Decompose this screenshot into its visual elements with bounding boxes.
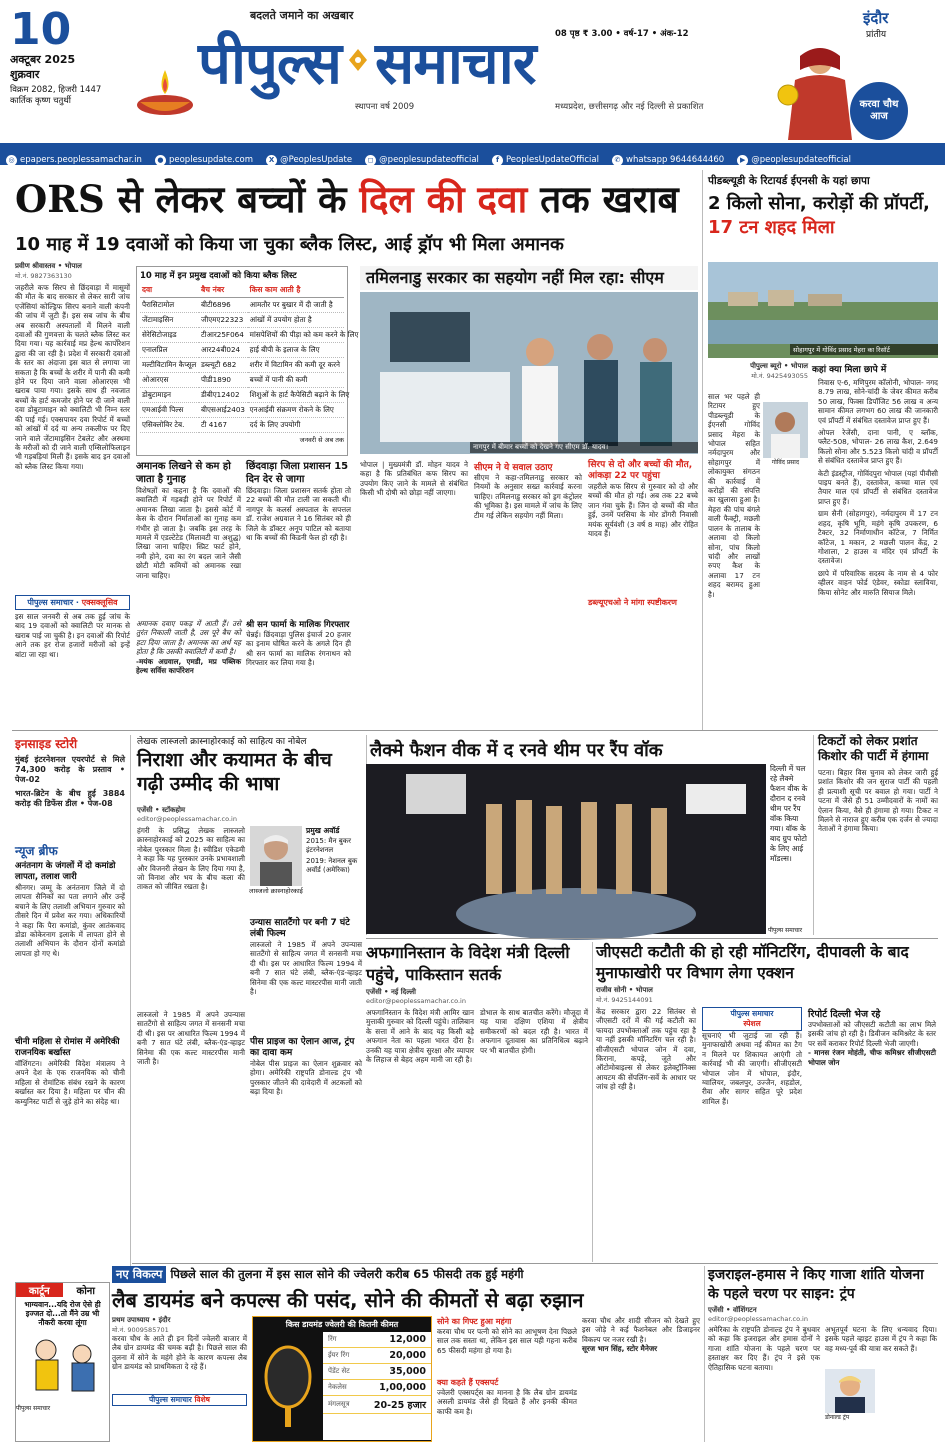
raid-list: कहां क्या मिला छापे में निवास ए-6, मणिपुरम कॉलोनी, भोपाल- नगद 8.79 लाख, सोने-चांदी के जेवर कीमत करीब 50 लाख, फिक्स डिपॉजिट 56 लाख व अन्य सामान कीमत लगभग 60 लाख की जानकारी एवं प्रॉपर्टी में संबंधित दस्तावेज प्राप्त हुए हैं। ओपल रेजेंसी, दाना पानी, ए ब्लॉक, फ्लैट-508, भोपाल- 26 लाख कैश, 2.649 किलो सोना और 5.523 किलो चांदी व प्रॉपर्टी से संबंधित दस्तावेज प्राप्त हुए हैं। केटी इंडस्ट्रीज, गोविंदपुरा भोपाल (यहां पीवीसी पाइप बनते हैं), दस्तावेज, कच्चा माल एवं तैयार माल एवं प्रॉपर्टी से संबंधित दस्तावेज प्राप्त हुए हैं। ग्राम सैनी (सोहागपुर), नर्मदापुरम में 17 टन शहद, कृषि भूमि, महंगे कृषि उपकरण, 6 टैक्टर, 32 निर्माणाधीन कॉटेज, 7 निर्मित कॉटेज, 1 मकान, 2 मछली पालन केंद्र, 2 गोशाला, 2 हाउस व मंदिर एवं प्रॉपर्टी के दस्तावेज। छापे में परिवारिक सदस्य के नाम से 4 फोर व्हीलर वाहन फोर्ड एंडेवर, स्कोडा स्लाविया, किया सोनेट और मारुति सियाज मिले।: [812, 365, 938, 597]
gst-story: जीएसटी कटौती की हो रही मॉनिटरिंग, दीपावली के बाद मुनाफाखोरी पर विभाग लेगा एक्शन राजीव सोनी • भोपाल मो.नं. 9425144091 केंद्र सरकार द्वारा 22 सितंबर से जीएसटी दरों में की गई कटौती का फायदा उपभोक्ताओं तक पहुंच रहा है या नहीं इसकी मॉनिटरिंग चल रही है। सीजीएसटी भोपाल जोन में दवा, किराना, कपड़े, जूते और ऑटोमोबाइल्स से लेकर इलेक्ट्रॉनिक्स आयटम की सेंपलिंग-सर्वे के आधार पर जांच हो रही है। पीपुल्स समाचार स्पेशल सूचनाएं भी जुटाई जा रही हैं। मुनाफाखोरी अथवा नई कीमत का टैग न मिलने पर शिकायत आएंगी तो कार्रवाई भी की जाएगी। सीजीएसटी भोपाल जोन में भोपाल, इंदौर, ग्वालियर, जबलपुर, उज्जैन, शहडोल, रीवा और सागर सहित पूरे प्रदेश शामिल हैं। रिपोर्ट दिल्ली भेज रहे उपभोक्ताओं को जीएसटी कटौती का लाभ मिले इसकी जांच हो रही है। डिवीजन कमिश्नरेट के स्तर पर सर्वे कराकर रिपोर्ट दिल्ली भेजी जाएगी। - मानस रंजन मोहंती, चीफ कमिश्नर सीजीएसटी भोपाल जोन: [596, 943, 936, 1106]
lead-column-1: [15, 262, 130, 722]
col2-quote: अमानक दवाए पकड़ में आती हैं। उसे तुरंत निकाली जाती है, उस पूरे बैच को हटा दिया जाता है। अमानक का अर्थ यह होता है कि उसकी क्वालिटी में कमी है।: [136, 619, 241, 657]
price-row: ईयर रिंग 20,000: [323, 1348, 431, 1364]
issue-no: अंक-12: [660, 29, 689, 39]
social-item[interactable]: ● peoplesupdate.com: [155, 155, 253, 166]
lead-column-3: छिंदवाड़ा जिला प्रशासन 15 दिन देर से जागा छिंदवाड़ा। जिला प्रशासन सतर्क होता तो 22 बच्चों की मौत टाली जा सकती थी। नागपुर के कलर्स अस्पताल के सपत्तल डॉ. राजेश अग्रवाल ने 16 सितंबर को ही जिले के डॉक्टर अनूप पाटिल को बताया था कि बच्चों की किडनी फेल हो रही है। श्री सन फार्मा के मालिक गिरफ्तार चेन्नई। छिंदवाड़ा पुलिस इंचार्ज 20 हजार का इनाम घोषित करने के अगले दिन ही श्री सन फार्मा का मालिक रंगनाथन को गिरफ्तार कर लिया गया है।: [246, 461, 351, 668]
mirror-illustration: [253, 1332, 323, 1440]
inside-story: इनसाइड स्टोरी मुंबई इंटरनेशनल एयरपोर्ट से मिले 74,300 करोड़ के प्रस्ताव • पेज-02 भारत-ब्रिटेन के बीच हुई 3884 करोड़ की डिफेंस डील • पेज-08: [15, 737, 125, 808]
year: वर्ष-17: [623, 29, 649, 39]
lead-column-4: भोपाल | मुख्यमंत्री डॉ. मोहन यादव ने कहा है कि प्रतिबंधित कफ सिरप का उपयोग किए जाने के मामले से संबंधित किसी भी दोषी को छोड़ा नहीं जाएगा।: [360, 460, 468, 498]
list-item: छापे में परिवारिक सदस्य के नाम से 4 फोर व्हीलर वाहन फोर्ड एंडेवर, स्कोडा स्लाविया, किया सोनेट और मारुति सियाज मिले।: [818, 568, 938, 597]
news-brief: न्यूज ब्रीफ अनंतनाग के जंगलों में दो कमांडो लापता, तलाश जारी श्रीनगर। जम्मू के अनंतनाग जिले में दो लापता सैनिकों का पता लगाने और उन्हें बचाने के लिए तलाशी अभियान गुरुवार को तीसरे दिन में प्रवेश कर गया। अधिकारियों ने कहा कि पैरा कमांडो, कुंवर आतंकवाद डोडा कोकेरनाग इलाके में लापता होने से तलाशी अभियान के दौरान दोनों कमांडो लापता हो गए थे। चीनी महिला से रोमांस में अमेरिकी राजनयिक बर्खास्त वॉशिंगटन। अमेरिकी विदेश मंत्रालय ने अपने देश के एक राजनयिक को चीनी महिला से रोमांटिक संबंध रखने के कारण बर्खास्त कर दिया है। महिला पर चीन की कम्युनिस्ट पार्टी से जुड़े होने का संदेह था।: [15, 844, 125, 1106]
list-item: ग्राम सैनी (सोहागपुर), नर्मदापुरम में 17 टन शहद, कृषि भूमि, महंगे कृषि उपकरण, 6 टैक्टर, 32 निर्माणाधीन कॉटेज, 7 निर्मित कॉटेज, 1 मकान, 2 मछली पालन केंद्र, 2 गोशाला, 2 हाउस व मंदिर एवं प्रॉपर्टी के दस्तावेज।: [818, 509, 938, 566]
karwa-chauth-badge: करवा चौथ आज: [850, 82, 908, 140]
mehra-portrait: [763, 402, 808, 458]
resort-caption: सोहागपुर में गोविंद प्रसाद मेहरा का रिसॉर्ट: [790, 344, 938, 355]
table-row: मल्टीविटामिन कैप्सूल डब्ल्यूटी 682 शरीर में विटामिन की कमी दूर करने: [140, 358, 344, 373]
facebook-icon: f: [492, 155, 503, 166]
x-icon: X: [266, 155, 277, 166]
published-from: मध्यप्रदेश, छत्तीसगढ़ और नई दिल्ली से प्रकाशित: [555, 102, 704, 112]
founded: स्थापना वर्ष 2009: [355, 102, 415, 112]
nobel-body: हंगरी के प्रसिद्ध लेखक लास्जलो क्रास्नाहोरकाई को 2025 का साहित्य का नोबेल पुरस्कार मिला है। स्वीडिश एकेडमी ने कहा कि यह पुरस्कार उनके प्रभावशाली और विजनरी लेखन के लिए दिया गया है, जो विनाश और भय के बीच कला की ताकत को जीवित रखता है।: [137, 826, 245, 892]
exclusive-badge: पीपुल्स समाचार · एक्सक्लूसिव: [15, 595, 130, 610]
lead-body-2: इस साल जनवरी से अब तक हुई जांच के बाद 19 दवाओं को क्वालिटी पर मानक से खराब पाई जा चुकी है। इन दवाओं की रिपोर्ट आने तक हर रोज हजारों मरीजों को इन्हें बांटा जा रहा था।: [15, 612, 130, 659]
lead-byline: प्रवीण श्रीवास्तव • भोपाल: [15, 262, 82, 270]
col3-head: छिंदवाड़ा जिला प्रशासन 15 दिन देर से जागा: [246, 461, 349, 485]
bihar-story: टिकटों को लेकर प्रशांत किशोर की पार्टी में हंगामा पटना। बिहार विस चुनाव को लेकर जारी हुई प्रशांत किशोर की जन सुराज पार्टी की पहली ही प्रत्याशी सूची पर बवाल हो गया। पार्टी ने पटना में जैसे ही 51 उम्मीदवारों के नामों का ऐलान किया, वैसे ही हंगामा हो गया। टिकट न मिलने से नाराज हुए करीब एक दर्जन से ज्यादा नेताओं ने हंगामा किया।: [818, 734, 938, 834]
lead-body: जहरीले कफ सिरप से छिंदवाड़ा में मासूमों की मौत के बाद सरकार से लेकर सारी जांच एजेंसियां कोल्ड्रिफ सिरप बनाने वाली कंपनी की जांच में जुटी हैं। इस सब जांच के बीच अब सरकारी अस्पतालों में मिलने वाली दवाओं की गुणवत्ता के चलते ब्लैक लिस्ट कर दिया गया। यह कार्रवाई मप्र हेल्थ कार्पोरेशन द्वारा की जा रही है। प्रदेश में सरकारी दवाओं के स्तर का अंदाजा इस बात से लगाया जा सकता है कि बच्चों के शरीर में पानी की कमी होने पर दिया जाने वाला ओआरएस भी खराब पाया गया। इसके साथ ही नवजात बच्चों के हार्ट कमजोर होने पर दी जाने वाली दवा डोबुटामाइन को क्वालिटी भी निम्न स्तर की पाई गई। एक्सपायर दवा रिपोर्ट में बच्चों को आंखों में दर्द या अन्य तकलीफ पर दिए जाने वाले जेंटामाइसिन टेबलेट और अस्थमा के मरीजों को दी जाने वाली एम्सिलोफिलाइन भी गड़बड़ियां मिली हैं। इसके बाद इन दवाओं को ब्लैक लिस्ट किया गया।: [15, 283, 130, 471]
laszlo-portrait: [250, 826, 302, 886]
price-row: रिंग 12,000: [323, 1332, 431, 1348]
web-icon: ●: [155, 155, 166, 166]
tithi: कार्तिक कृष्ण चतुर्थी: [10, 96, 71, 106]
newspaper-title: [198, 22, 568, 98]
cm-photo-caption: नागपुर में बीमार बच्चों को देखने गए सीएम डॉ. यादव।: [470, 442, 698, 453]
list-item: ओपल रेजेंसी, दाना पानी, ए ब्लॉक, फ्लैट-508, भोपाल- 26 लाख कैश, 2.649 किलो सोना और 5.523 किलो चांदी व प्रॉपर्टी से संबंधित दस्तावेज प्राप्त हुए हैं।: [818, 428, 938, 466]
lead-column-2: अमानक लिखने से कम हो जाता है गुनाह विशेषज्ञों का कहना है कि दवाओं की क्वालिटी में गड़बड़ी होने पर रिपोर्ट में अमानक लिखा जाता है। इससे कोर्ट में केस के दौरान निर्माताओं का गुनाह कम गंभीर हो जाता है। जबकि इस तरह के मामले में एडल्टेटेड (मिलावटी या अशुद्ध) लिखा जाना चाहिए। स्प्रिट फार्ट होने, नमी होने, दवा का रंग बदल जाने जैसी छोटी मोटी कमियों को अमानक रखा जाना चाहिए। अमानक दवाए पकड़ में आती हैं। उसे तुरंत निकाली जाती है, उस पूरे बैच को हटा दिया जाता है। अमानक का अर्थ यह होता है कि उसकी क्वालिटी में कमी है। -मयंक अग्रवाल, एमडी, मप्र पब्लिक हेल्थ सर्विस कार्पोरेशन: [136, 461, 241, 676]
date-block: [10, 4, 128, 118]
gold-headline: लैब डायमंड बने कपल्स की पसंद, सोने की कीमतों से बढ़ा रुझान: [112, 1288, 584, 1312]
date-weekday: शुक्रवार: [10, 68, 40, 81]
lead-column-6: सिरप से दो और बच्चों की मौत, आंकड़ा 22 पर पहुंचा जहरीले कफ सिरप से गुरुवार को दो और बच्चों की मौत हो गई। अब तक 22 बच्चे जान गंवा चुके हैं। जिन दो बच्चों की मौत हुई, उनमें परसिया के मोर डोंगरी निवासी मयंक सूर्यवंशी (3 वर्ष 8 माह) और रोहित यादव हैं। डब्ल्यूएचओ ने मांगा स्पष्टीकरण: [588, 460, 698, 607]
pen-nib-icon: [345, 47, 371, 73]
table-title: 10 माह में इन प्रमुख दवाओं को किया ब्लैक लिस्ट: [140, 271, 297, 281]
cartoon-corner: कार्टून कोना भाग्यवान...यदि रोज ऐसे ही इज्जत दो...तो मैंने उम्र भी नौकरी करवा लूंगा पीपुल्स समाचार: [15, 1282, 110, 1442]
price-row: पेंडेंट सेट 35,000: [323, 1364, 431, 1380]
gold-kicker-row: नए विकल्प पिछले साल की तुलना में इस साल सोने की ज्वेलरी करीब 65 फीसदी तक हुई महंगी: [112, 1266, 702, 1284]
pages-price: 08 पृष्ठ ₹ 3.00: [555, 29, 613, 39]
price-row: मंगलसूत्र 20-25 हजार: [323, 1396, 431, 1414]
social-item[interactable]: ◻ @peoplesupdateofficial: [365, 155, 479, 166]
nobel-headline: निराशा और कयामत के बीच गढ़ी उम्मीद की भाषा: [137, 749, 332, 795]
nobel-byline: एजेंसी • स्टॉकहोम editor@peoplessamachar.co.in: [137, 806, 237, 823]
list-item: निवास ए-6, मणिपुरम कॉलोनी, भोपाल- नगद 8.79 लाख, सोने-चांदी के जेवर कीमत करीब 50 लाख, फिक्स डिपॉजिट 56 लाख व अन्य सामान कीमत लगभग 60 लाख की जानकारी एवं प्रॉपर्टी में संबंधित दस्तावेज प्राप्त हुए हैं।: [818, 378, 938, 425]
social-item[interactable]: ✆ whatsapp 9644644460: [612, 155, 724, 166]
cartoon-speech: भाग्यवान...यदि रोज ऐसे ही इज्जत दो...तो मैंने उम्र भी नौकरी करवा लूंगा: [24, 1300, 101, 1327]
social-item[interactable]: ▶ @peoplesupdateofficial: [737, 155, 851, 166]
col2-head: अमानक लिखने से कम हो जाता है गुनाह: [136, 461, 231, 485]
gold-quotes: सोने का गिफ्ट हुआ महंगा करवा चौथ पर पत्नी को सोने का आभूषण देना पिछले साल तक सस्ता था, लेकिन इस साल यही गहना करीब 65 फीसदी महंगा हो गया है। क्या कहते हैं एक्सपर्ट ज्वेलरी एक्सपर्ट्स का मानना है कि लैब ग्रोन डायमंड असली डायमंड जैसे ही दिखते हैं और इनकी कीमत काफी कम है।: [437, 1317, 577, 1416]
table-row: जेंटामाइसिन जीएमए22323 आंखों में उपयोग होता है: [140, 313, 344, 328]
lakme-side-text: दिल्ली में चल रहे लैक्मे फैशन वीक के दौरान द रनवे थीम पर रैंप वॉक किया गया। वॉक के बाद ग्रुप फोटो के लिए आई मॉडल्स।: [770, 764, 808, 863]
raid-kicker: पीडब्ल्यूडी के रिटायर्ड ईएनसी के यहां छापा: [708, 175, 870, 187]
lakme-headline: लैक्मे फैशन वीक में द रनवे थीम पर रैंप वॉक: [370, 740, 663, 761]
date-day: 10: [10, 4, 72, 55]
lead-mobile: मो.नं. 9827363130: [15, 272, 72, 280]
issue-info: 08 पृष्ठ ₹ 3.00 • वर्ष-17 • अंक-12: [555, 29, 689, 39]
vikram-samvat: विक्रम 2082, हिजरी 1447: [10, 85, 102, 95]
date-month: अक्टूबर 2025: [10, 53, 76, 66]
table-row: डोबुटामाइन डीबीए12402 शिशुओं के हार्ट कैपेसिटी बढ़ाने के लिए: [140, 388, 344, 403]
lakme-photo: [366, 764, 766, 934]
cartoon-drawing: [16, 1330, 109, 1400]
gst-special-badge: पीपुल्स समाचार स्पेशल: [702, 1007, 802, 1031]
table-note: जनवरी से अब तक: [299, 436, 344, 444]
instagram-icon: ◻: [365, 155, 376, 166]
afghan-story: अफगानिस्तान के विदेश मंत्री दिल्ली पहुंचे, पाकिस्तान सतर्क एजेंसी • नई दिल्ली editor@peoplessamachar.co.in अफगानिस्तान के विदेश मंत्री आमिर खान मुत्ताकी गुरुवार को दिल्ली पहुंचे। तालिबान के सत्ता में आने के बाद यह किसी बड़े अफगान नेता का पहला भारत दौरा है। उनकी यह यात्रा क्षेत्रीय सुरक्षा और व्यापार के लिहाज से बेहद अहम मानी जा रही है। डोभाल के साथ बातचीत करेंगे। मौजूदा में यह यात्रा दक्षिण एशिया में क्षेत्रीय समीकरणों को बदल रही है। भारत में अफगान दूतावास का प्रतिनिधित्व बढ़ाने पर भी बातचीत होगी।: [366, 943, 588, 1065]
list-item: केटी इंडस्ट्रीज, गोविंदपुरा भोपाल (यहां पीवीसी पाइप बनते हैं), दस्तावेज, कच्चा माल एवं तैयार माल एवं प्रॉपर्टी से संबंधित दस्तावेज प्राप्त हुए हैं।: [818, 468, 938, 506]
diamond-price-box: किस डायमंड ज्वेलरी की कितनी कीमत रिंग 12,000 ईयर रिंग 20,000 पेंडेंट सेट 35,000 नेकलेस 1,00,000 मंगलसूत्र 20-25 हजार: [252, 1316, 432, 1442]
masthead: [0, 0, 945, 140]
karwa-woman-illustration: [770, 40, 865, 140]
table-row: एसिक्लोविर टेब. टी 4167 दर्द के लिए उपयोगी: [140, 418, 344, 433]
table-row: सेरेसिटोजाइड टीआर25F064 मांसपेशियों की पीड़ा को कम करने के लिए: [140, 328, 344, 343]
gold-col-1: प्रथम उपाध्याय • इंदौर मो.नं. 9009585701 करवा चौथ के आते ही इन दिनों ज्वेलरी बाजार में लैब ग्रोन डायमंड की चमक बढ़ी है। पिछले साल की तुलना में सोने के महंगे होने के कारण कपल्स लैब ग्रोन डायमंड को प्राथमिकता दे रहे हैं। पीपुल्स समाचार विशेष: [112, 1316, 247, 1404]
nobel-kicker: लेखक लास्जलो क्रास्नाहोरकाई को साहित्य का नोबेल: [137, 737, 307, 747]
title-right: समाचार: [374, 28, 536, 97]
cm-photo-banner: तमिलनाडु सरकार का सहयोग नहीं मिल रहा: सीएम: [360, 266, 698, 290]
youtube-icon: ▶: [737, 155, 748, 166]
title-left: पीपुल्स: [198, 28, 341, 97]
globe-icon: ◎: [6, 155, 17, 166]
nobel-col-2: उन्यास सातटैंगो पर बनी 7 घंटे लंबी फिल्म लास्जलो ने 1985 में अपने उपन्यास सातटैंगो से साहित्य जगत में सनसनी मचा दी थी। इस पर आधारित फिल्म 1994 में बनी 7 सात घंटे लंबी, ब्लैक-एंड-व्हाइट सिनेमा की एक कल्ट मास्टरपीस मानी जाती है। पीस प्राइज का ऐलान आज, ट्रंप का दावा कम नोबेल पीस प्राइज का ऐलान शुक्रवार को होगा। अमेरिकी राष्ट्रपति डोनाल्ड ट्रंप भी पुरस्कार जीतने की दावेदारी में अटकलों को बढ़ा दिया है।: [250, 918, 362, 1097]
whatsapp-icon: ✆: [612, 155, 623, 166]
lead-column-5: सीएम ने ये सवाल उठाए सीएम ने कहा-तमिलनाडु सरकार को नियमों के अनुसार सख्त कार्रवाई करना चाहिए। तमिलनाडु सरकार को ड्रग कंट्रोलर की भूमिका है। इस मामले में जांच के लिए टीम गई लेकिन सहयोग नहीं मिला।: [474, 463, 582, 520]
table-row: पैरासिटामोल बीटी6896 आमतौर पर बुखार में दी जाती है: [140, 298, 344, 313]
lead-headline: ORS से लेकर बच्चों के दिल की दवा तक खराब: [15, 177, 679, 221]
raid-headline: 2 किलो सोना, करोड़ों की प्रॉपर्टी, 17 टन शहद मिला: [708, 193, 930, 238]
gaza-story: इजराइल-हमास ने किए गाजा शांति योजना के पहले चरण पर साइन: ट्रंप एजेंसी • वॉशिंगटन editor@peoplessamachar.co.in अमेरिका के राष्ट्रपति डोनाल्ड ट्रंप ने बुधवार को कहा कि इजराइल और हमास दोनों ने गाजा शांति योजना के पहले चरण पर हस्ताक्षर कर दिए हैं। ट्रंप ने इसे एक ऐतिहासिक घटना बताया। अभूतपूर्व घटना के लिए धन्यवाद दिया। इसके पहले व्हाइट हाउस में ट्रंप ने कहा कि वह मध्य-पूर्व की यात्रा कर सकते हैं। डोनाल्ड ट्रंप: [708, 1267, 937, 1421]
tagline: बदलते जमाने का अखबार: [250, 9, 354, 22]
edition: प्रांतीय: [866, 30, 887, 40]
diya-icon: [130, 60, 200, 120]
social-bar: [0, 143, 945, 165]
gold-quotes-2: करवा चौथ और शादी सीजन को देखते हुए इस जोड़े ने कई फैशनेबल और डिजाइनर विकल्प पर नजर रखी है। सूरज भान सिंह, स्टोर मैनेजर: [582, 1316, 700, 1354]
table-row: एनालप्रिल आर24बी024 हाई बीपी के इलाज के लिए: [140, 343, 344, 358]
cm-hospital-photo: [360, 292, 698, 454]
award-box: प्रमुख अवॉर्ड 2015: मैन बुकर इंटरनेशनल 2019: नेशनल बुक अवॉर्ड (अमेरिका): [306, 826, 358, 874]
city: इंदौर: [863, 9, 889, 27]
table-row: ओआरएस पीडी1890 बच्चों में पानी की कमी: [140, 373, 344, 388]
social-item[interactable]: f PeoplesUpdateOfficial: [492, 155, 599, 166]
trump-portrait: [825, 1369, 875, 1413]
price-row: नेकलेस 1,00,000: [323, 1380, 431, 1396]
social-item[interactable]: X @PeoplesUpdate: [266, 155, 352, 166]
raid-col-1: पीपुल्स ब्यूरो • भोपाल मो.नं. 9425493055 गोविंद प्रसाद साल भर पहले ही रिटायर हुए पीडब्ल्यूडी के ईएनसी गोविंद प्रसाद मेहरा के भोपाल सहित नर्मदापुरम और सोहागपुर में लोकायुक्त संगठन की कार्रवाई में करोड़ों की संपत्ति का खुलासा हुआ है। मेहरा की पांच बंगले वाली फैक्ट्री, मछली पालन के तालाब के अलावा दो किलो सोना, पांच किलो चांदी और लाखों रुपए कैश के अलावा 17 टन शहद बरामद हुआ है।: [708, 362, 808, 599]
lead-subhead: 10 माह में 19 दवाओं को किया जा चुका ब्लैक लिस्ट, आई ड्रॉप भी मिला अमानक: [15, 234, 564, 255]
nobel-body-continued: लास्जलो ने 1985 में अपने उपन्यास सातटैंगो से साहित्य जगत में सनसनी मचा दी थी। इस पर आधारित फिल्म 1994 में बनी 7 सात घंटे लंबी, ब्लैक-एंड-व्हाइट सिनेमा की एक कल्ट मास्टरपीस मानी जाती है।: [137, 1010, 245, 1067]
table-row: एमआईवी पिल्स बीएसआई2403 एनआईवी संक्रमण रोकने के लिए: [140, 403, 344, 418]
blacklist-table: दवा बैच नंबर किस काम आती है पैरासिटामोल बीटी6896 आमतौर पर बुखार में दी जाती है जेंटामाइसिन जीएमए22323 आंखों में उपयोग होता है सेरेसिटोजाइड टीआर25F064 मांसपेशियों की पीड़ा को कम करने के लिए एनालप्रिल आर24बी024 हाई बीपी के इलाज के लिए मल्टीविटामिन कैप्सूल डब्ल्यूटी 682 शरीर में विटामिन की कमी दूर करने ओआरएस पीडी1890 बच्चों में पानी की कमी डोबुटामाइन डीबीए12402 शिशुओं के हार्ट कैपेसिटी बढ़ाने के लिए एमआईवी पिल्स बीएसआई2403 एनआईवी संक्रमण रोकने के लिए एसिक्लोविर टेब. टी 4167 दर्द के लिए उपयोगी: [140, 283, 344, 433]
blacklist-table-box: [136, 266, 359, 456]
social-item[interactable]: ◎ epapers.peoplessamachar.in: [6, 155, 142, 166]
